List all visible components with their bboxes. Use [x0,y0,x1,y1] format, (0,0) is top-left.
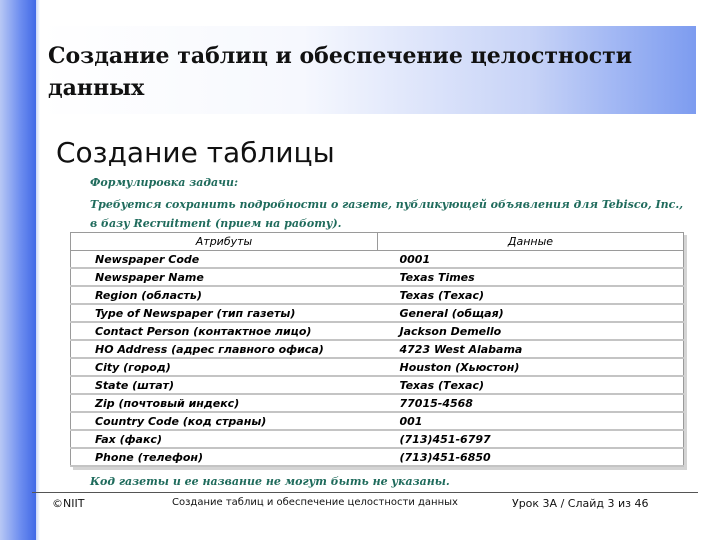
attribute-cell: Newspaper Code [71,251,378,269]
value-cell: General (общая) [378,304,684,322]
table-row [71,376,684,394]
header-attributes: Атрибуты [71,233,378,251]
attribute-cell: HO Address (адрес главного офиса) [71,340,378,358]
value-cell: 001 [378,412,684,430]
table-row [71,304,684,322]
table-row [71,412,684,430]
table-row [71,448,684,466]
table-row [71,340,684,358]
footer-divider [32,492,698,493]
table-row [71,286,684,304]
table-row [71,251,684,269]
table-row [71,268,684,286]
table-row [71,358,684,376]
attribute-cell: State (штат) [71,376,378,394]
attribute-cell: Fax (факс) [71,430,378,448]
value-cell: (713)451-6850 [378,448,684,466]
value-cell: Texas Times [378,268,684,286]
value-cell: Texas (Техас) [378,286,684,304]
footer-copyright: ©NIIT [52,497,85,510]
slide-title: Создание таблиц и обеспечение целостности данных [48,43,633,101]
attribute-cell: Country Code (код страны) [71,412,378,430]
table-row [71,430,684,448]
left-decorative-band [0,0,36,540]
footer-course-title: Создание таблиц и обеспечение целостности данных [172,497,458,508]
value-cell: Houston (Хьюстон) [378,358,684,376]
attribute-cell: Newspaper Name [71,268,378,286]
table-row [71,394,684,412]
section-heading: Создание таблицы [56,136,335,169]
attribute-cell: City (город) [71,358,378,376]
value-cell: (713)451-6797 [378,430,684,448]
footer-slide-number: Урок 3A / Слайд 3 из 46 [512,497,649,510]
header-data: Данные [378,233,684,251]
attribute-cell: Phone (телефон) [71,448,378,466]
value-cell: Jackson Demello [378,322,684,340]
attribute-cell: Type of Newspaper (тип газеты) [71,304,378,322]
constraint-note: Код газеты и ее название не могут быть не указаны. [90,475,450,488]
value-cell: 0001 [378,251,684,269]
task-text: Требуется сохранить подробности о газете, публикующей объявления для Tebisco, Inc., в базу Recruitment (прием на работу). [90,198,684,230]
attribute-cell: Region (область) [71,286,378,304]
attribute-cell: Zip (почтовый индекс) [71,394,378,412]
value-cell: 77015-4568 [378,394,684,412]
table-row [71,322,684,340]
value-cell: 4723 West Alabama [378,340,684,358]
value-cell: Texas (Техас) [378,376,684,394]
table-header-row [71,233,684,251]
newspaper-attributes-table [70,232,684,467]
attribute-cell: Contact Person (контактное лицо) [71,322,378,340]
task-label: Формулировка задачи: [90,176,239,189]
